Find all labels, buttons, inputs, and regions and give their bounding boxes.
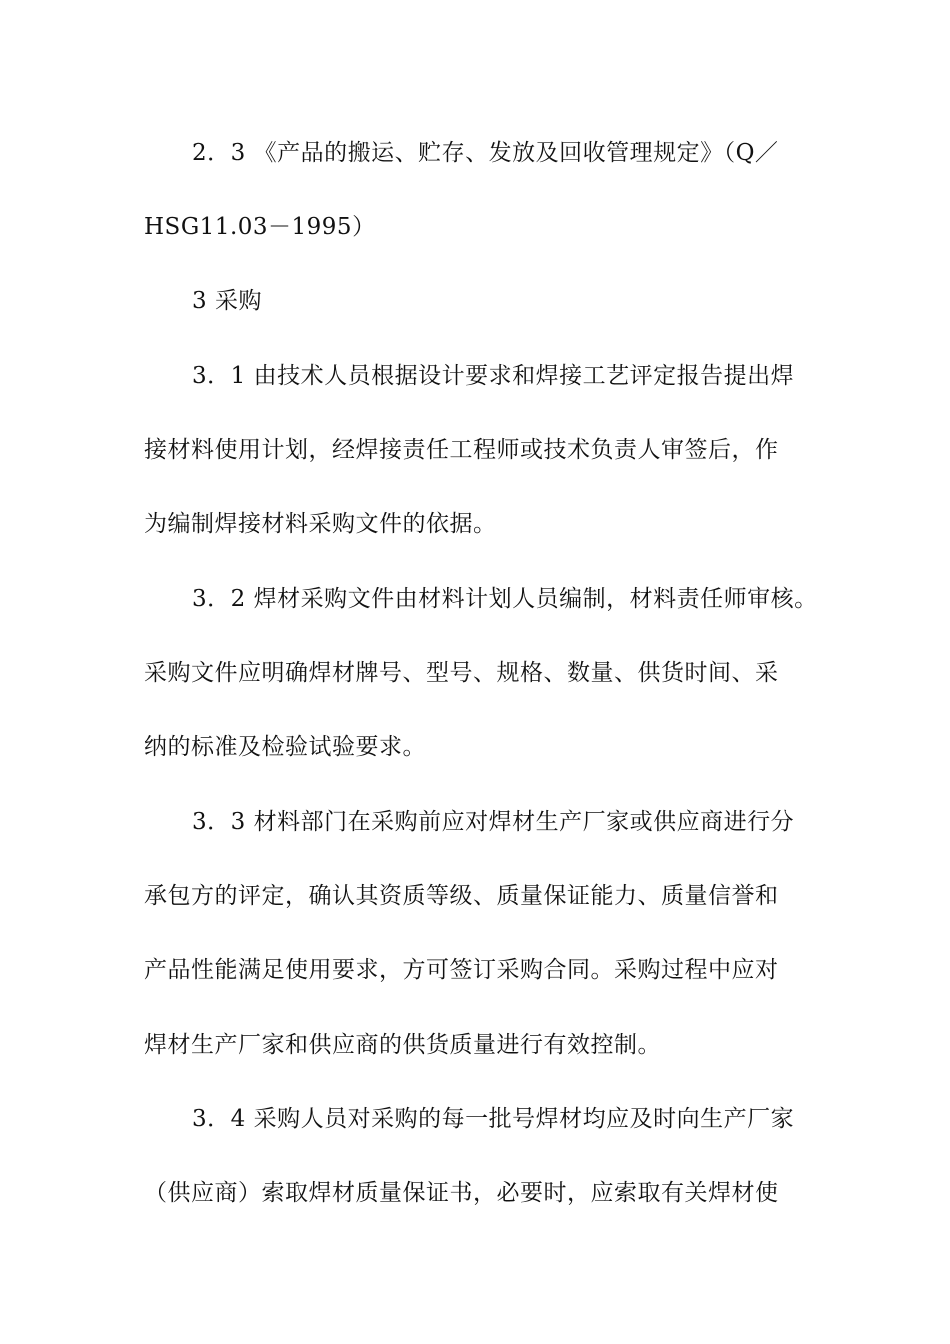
text-line: 承包方的评定，确认其资质等级、质量保证能力、质量信誉和 [144,883,779,909]
text-line: 焊材生产厂家和供应商的供货质量进行有效控制。 [144,1032,661,1058]
section-heading-procurement: 3 采购 [192,288,262,314]
text-line-section-2-3: 2．3 《产品的搬运、贮存、发放及回收管理规定》（Q／ [192,140,779,166]
text-line: 采购文件应明确焊材牌号、型号、规格、数量、供货时间、采 [144,660,779,686]
text-line: 接材料使用计划，经焊接责任工程师或技术负责人审签后，作 [144,437,779,463]
text-line: （供应商）索取焊材质量保证书，必要时，应索取有关焊材使 [144,1180,779,1206]
text-line-section-3-2: 3．2 焊材采购文件由材料计划人员编制，材料责任师审核。 [192,586,818,612]
text-line-section-3-3: 3．3 材料部门在采购前应对焊材生产厂家或供应商进行分 [192,809,795,835]
text-line: 纳的标准及检验试验要求。 [144,734,426,760]
text-line-standard-code: HSG11.03－1995） [144,214,376,240]
text-line-section-3-1: 3．1 由技术人员根据设计要求和焊接工艺评定报告提出焊 [192,363,795,389]
text-line-section-3-4: 3．4 采购人员对采购的每一批号焊材均应及时向生产厂家 [192,1106,795,1132]
text-line: 为编制焊接材料采购文件的依据。 [144,511,497,537]
text-line: 产品性能满足使用要求，方可签订采购合同。采购过程中应对 [144,957,779,983]
